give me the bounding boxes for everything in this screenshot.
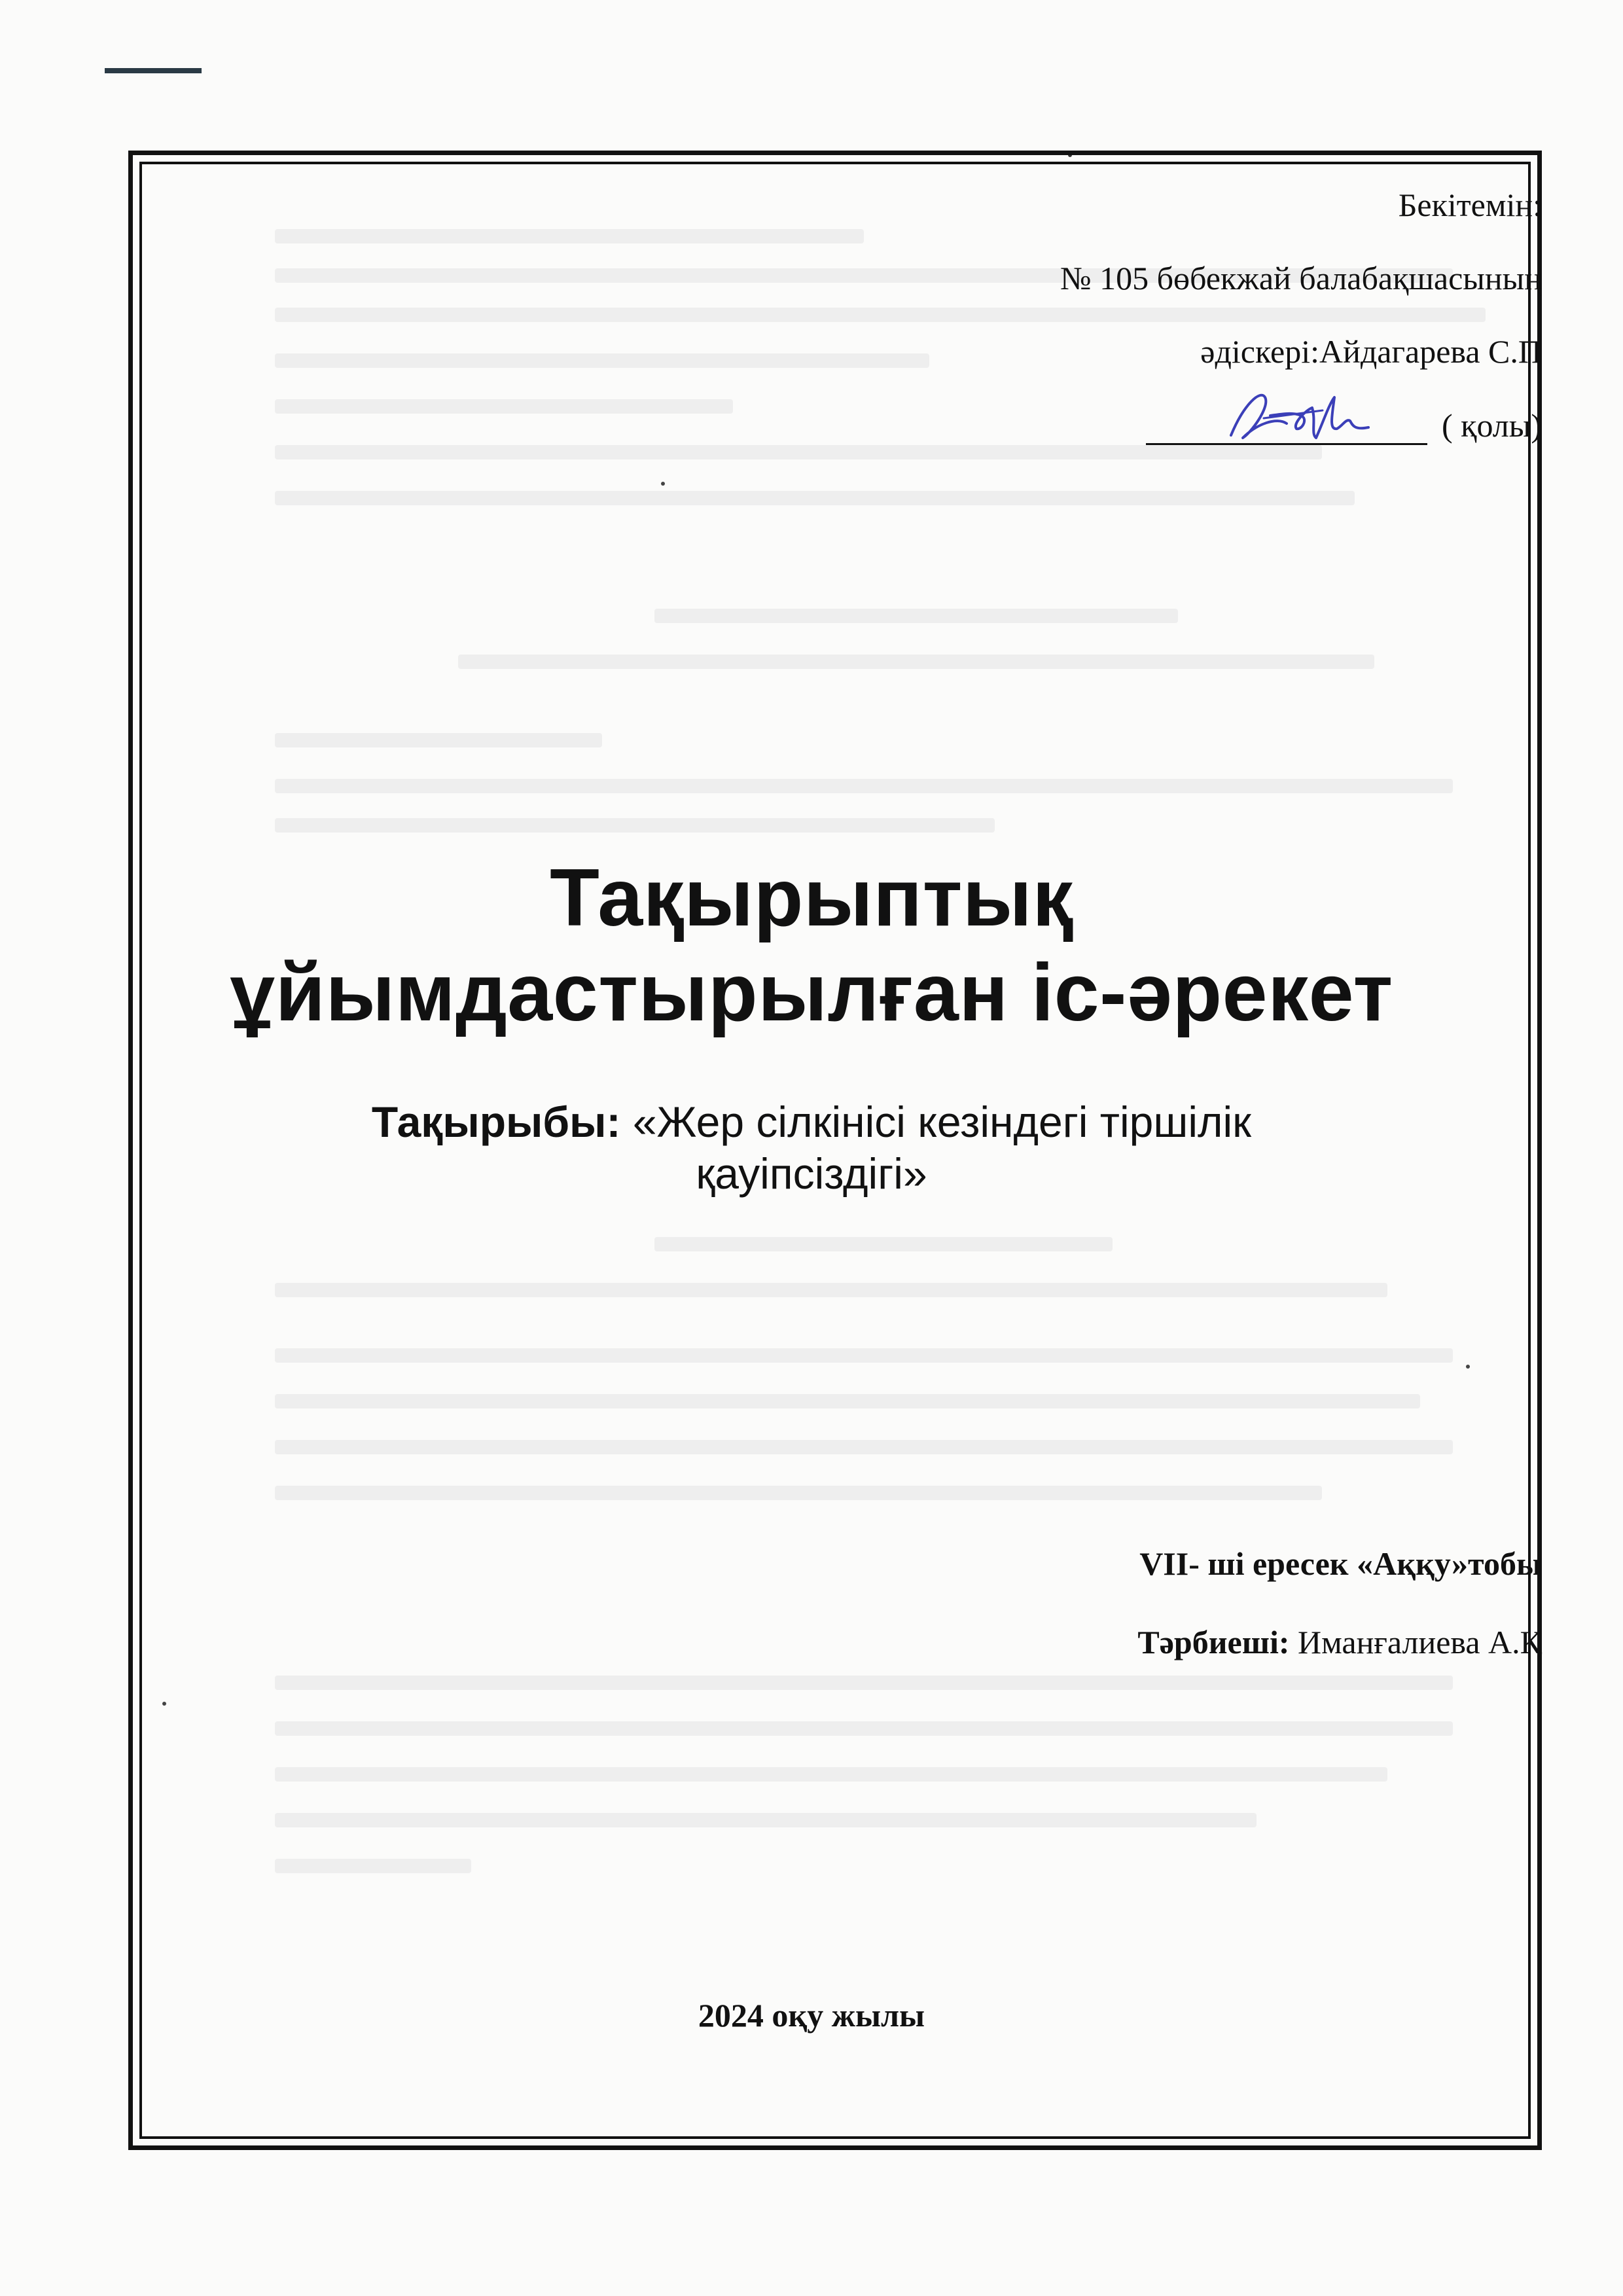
topic-value: «Жер сілкінісі кезіндегі тіршілік қауіпсіздігі» — [632, 1098, 1252, 1198]
group-name: VII- ші ересек «Аққу»тобы — [1139, 1545, 1542, 1582]
signature-line — [1146, 404, 1427, 445]
scan-speck — [1466, 1365, 1470, 1369]
teacher-line — [1137, 1623, 1542, 1661]
institution-line: № 105 бөбекжай балабақшасының — [1060, 260, 1542, 296]
scan-speck — [661, 482, 665, 486]
teacher-label: Тәрбиеші: — [1137, 1624, 1290, 1660]
approval-block — [1060, 185, 1542, 445]
signature-label: ( қолы) — [1442, 407, 1542, 444]
handwritten-signature — [1224, 378, 1375, 456]
scan-speck — [162, 1702, 166, 1706]
approval-heading: Бекітемін: — [1398, 187, 1542, 223]
academic-year: 2024 оқу жылы — [698, 1997, 925, 2034]
page-title: Тақырыптық ұйымдастырылған іс-әрекет — [230, 853, 1393, 1039]
signature-row — [1060, 404, 1542, 445]
topic-label: Тақырыбы: — [371, 1098, 621, 1146]
scan-corner-mark — [105, 68, 202, 73]
methodologist-line: әдіскері:Айдагарева С.П — [1200, 333, 1542, 370]
teacher-name: Иманғалиева А.Қ — [1298, 1624, 1542, 1660]
topic-block — [301, 1096, 1322, 1200]
